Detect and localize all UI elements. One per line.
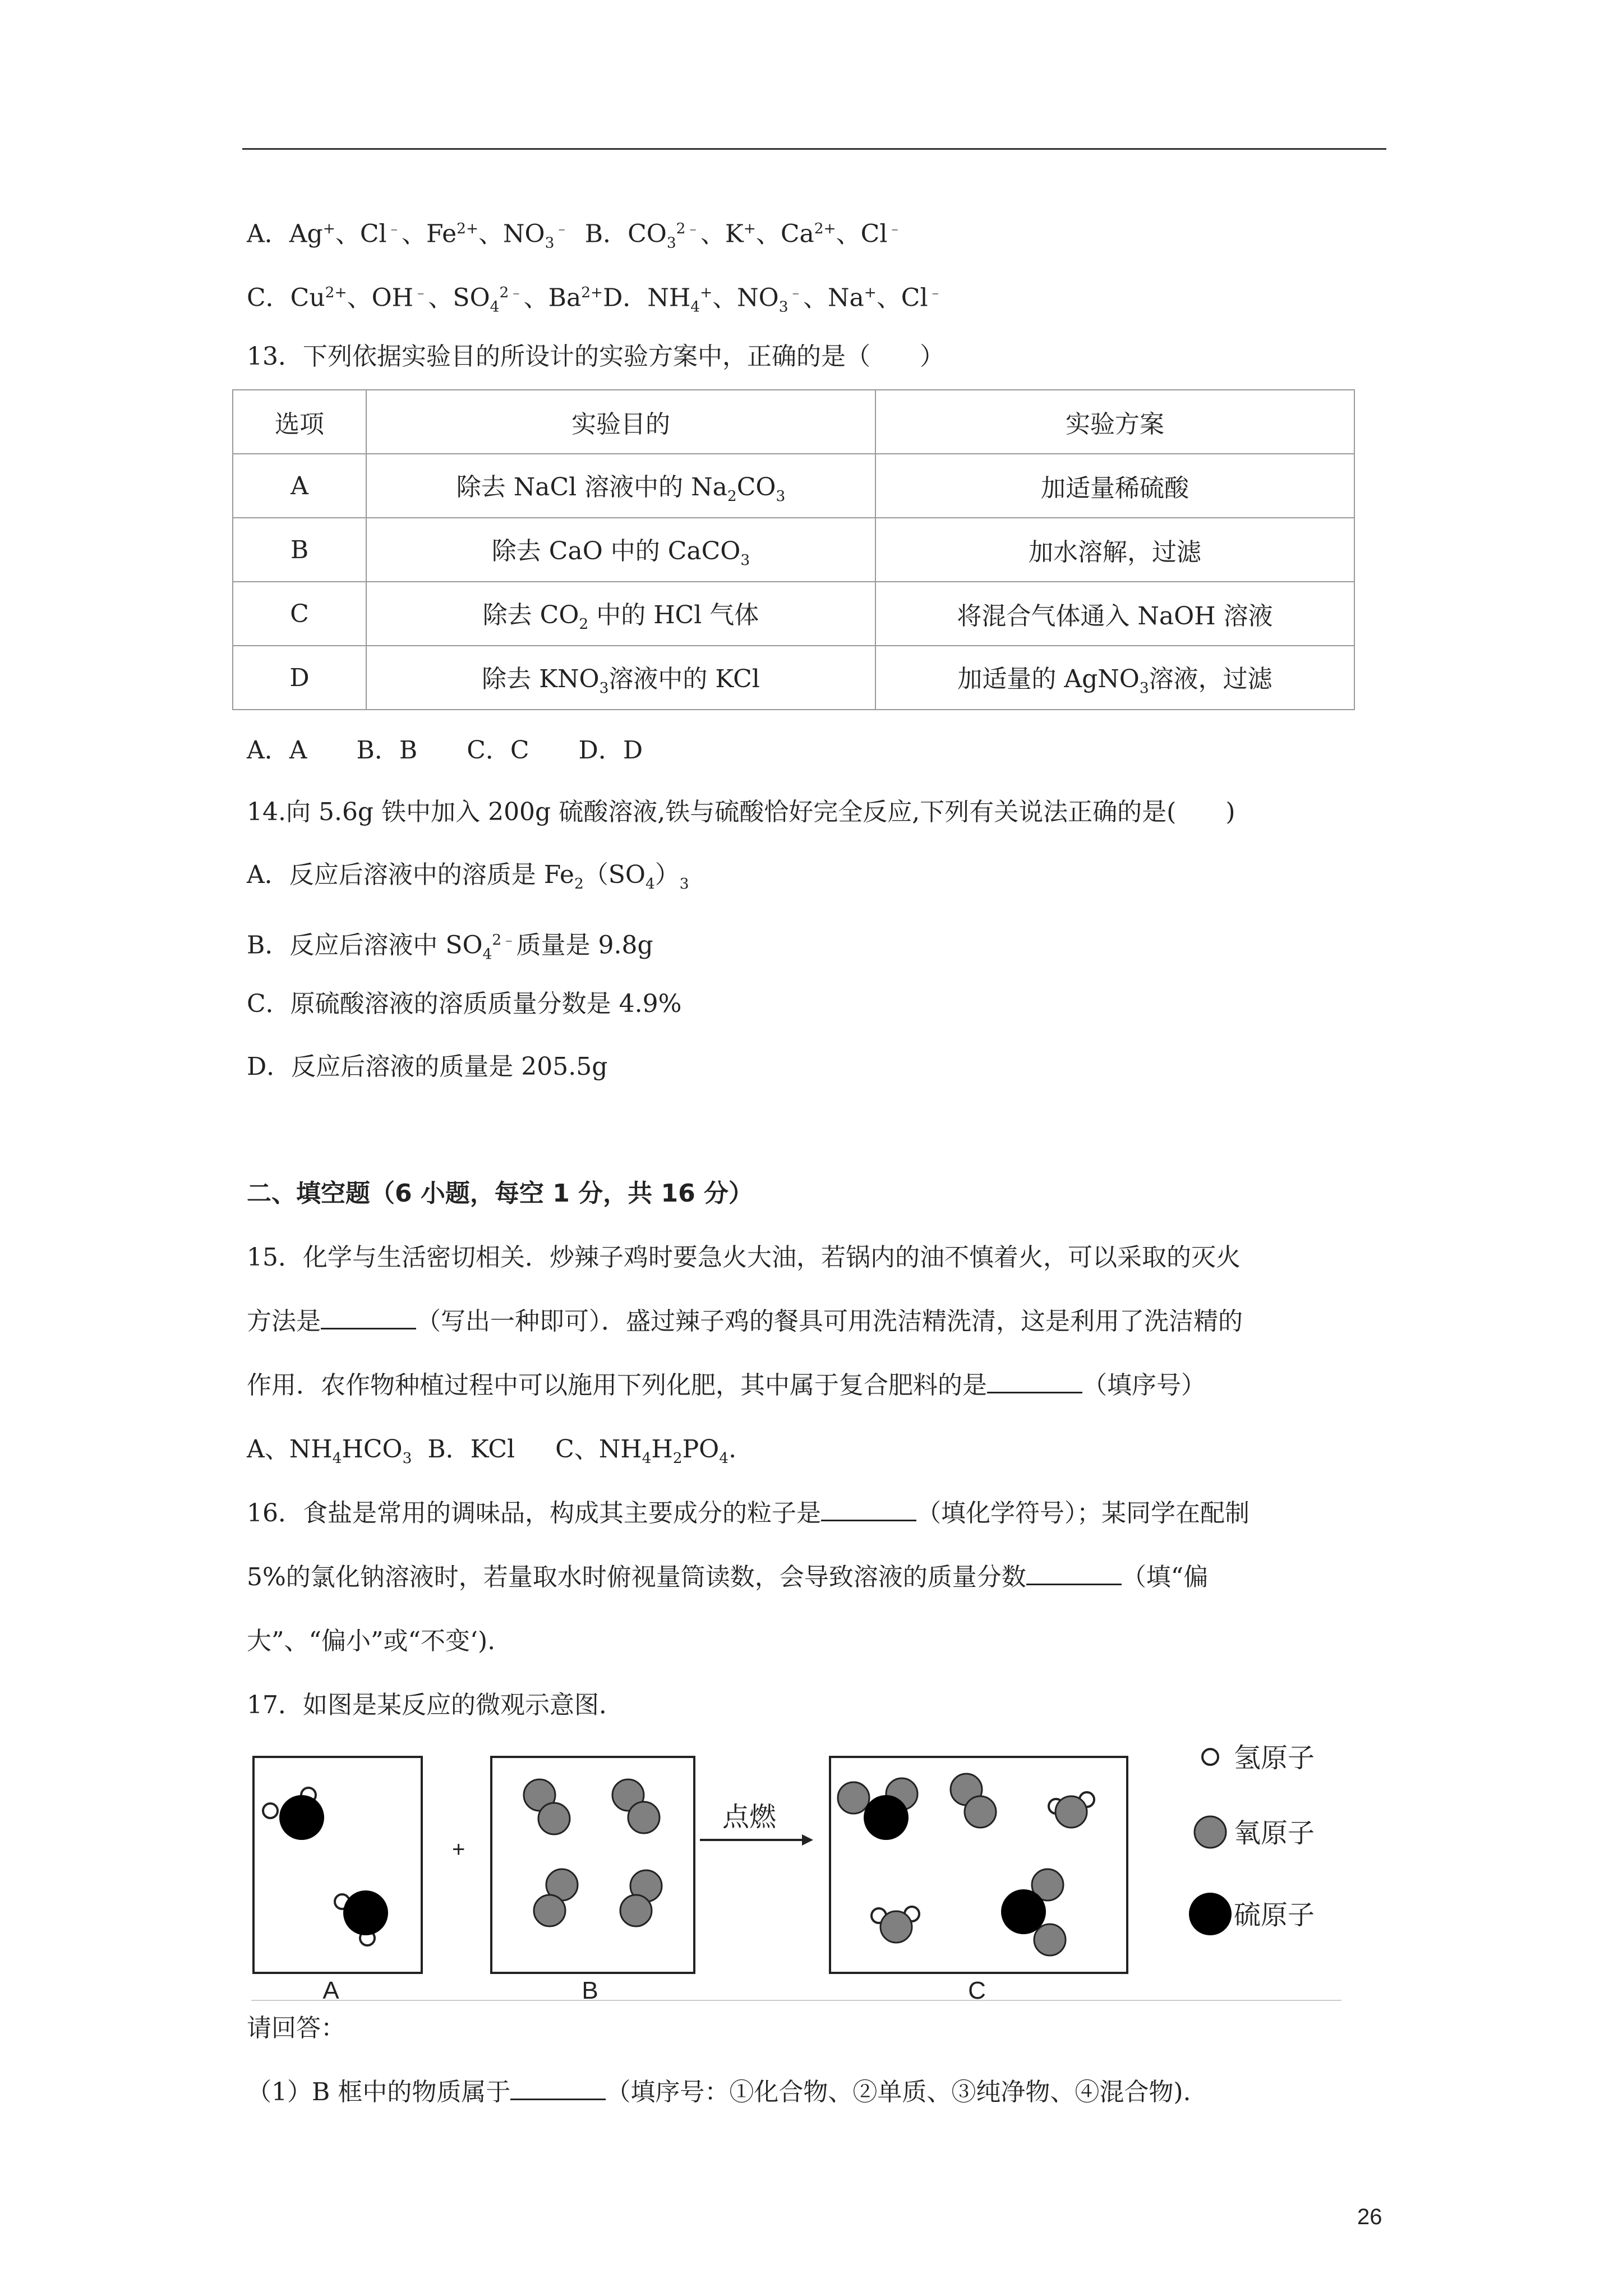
section-title: 二、填空题（6 小题，每空 1 分，共 16 分） bbox=[247, 1179, 754, 1208]
answer-blank[interactable] bbox=[510, 2076, 606, 2100]
sulfur-atom bbox=[1001, 1889, 1046, 1934]
answer-blank[interactable] bbox=[987, 1369, 1082, 1393]
q13-stem: 13．下列依据实验目的所设计的实验方案中，正确的是（ ） bbox=[247, 342, 944, 371]
arrow-head-icon bbox=[802, 1834, 813, 1846]
arrow-label: 点燃 bbox=[722, 1801, 777, 1833]
row-plan: 加适量的 AgNO$_3$溶液，过滤 bbox=[875, 646, 1354, 710]
hydrogen-atom bbox=[263, 1803, 278, 1818]
answer-blank[interactable] bbox=[821, 1497, 916, 1521]
oxygen-atom bbox=[534, 1895, 565, 1926]
q17-stem: 17．如图是某反应的微观示意图． bbox=[247, 1691, 624, 1719]
molecule-h2s bbox=[263, 1788, 324, 1840]
legend-sulfur-icon bbox=[1189, 1893, 1232, 1935]
oxygen-atom bbox=[1055, 1796, 1087, 1828]
row-option: D bbox=[233, 646, 366, 710]
q16-line-3: 大”、“偏小”或“不变‘). bbox=[247, 1627, 496, 1655]
row-option: A bbox=[233, 454, 366, 518]
molecule-so2 bbox=[838, 1778, 917, 1840]
table-row bbox=[233, 518, 1354, 582]
table-row bbox=[233, 582, 1354, 646]
q13-answers: A．A B．B C．C D．D bbox=[247, 736, 643, 765]
legend-hydrogen-label: 氢原子 bbox=[1234, 1742, 1315, 1774]
legend bbox=[1189, 1742, 1315, 1935]
answer-blank[interactable] bbox=[1026, 1561, 1122, 1585]
reaction-diagram bbox=[247, 1733, 1346, 2003]
q12-options-line-2: C．$Cu^{2+}$、OH﹣、$SO_4^{2﹣}$、$Ba^{2+}D$．$NH_4^+$、$NO_3^﹣$、Na+、Cl﹣ bbox=[247, 283, 943, 316]
molecule-h2o bbox=[872, 1907, 919, 1943]
q15-line-3: 作用．农作物种植过程中可以施用下列化肥，其中属于复合肥料的是 （填序号） bbox=[247, 1369, 1206, 1402]
box-b-label: B bbox=[582, 1977, 598, 2003]
molecule-o2 bbox=[951, 1774, 996, 1828]
box-b bbox=[491, 1757, 694, 1973]
row-purpose: 除去 $KNO_3$溶液中的 KCl bbox=[366, 646, 875, 710]
oxygen-atom bbox=[628, 1802, 660, 1833]
header-rule bbox=[242, 148, 1386, 150]
oxygen-atom bbox=[538, 1803, 570, 1834]
row-purpose: 除去 NaCl 溶液中的 $Na_2CO_3$ bbox=[366, 454, 875, 518]
sulfur-atom bbox=[343, 1890, 388, 1935]
box-a bbox=[253, 1757, 422, 1973]
sulfur-atom bbox=[279, 1795, 324, 1840]
header-purpose: 实验目的 bbox=[366, 390, 875, 454]
box-c-label: C bbox=[968, 1977, 986, 2003]
q14-option-a: A．反应后溶液中的溶质是 $Fe_2(SO_4)_3$ bbox=[247, 861, 689, 892]
row-plan: 加适量稀硫酸 bbox=[875, 454, 1354, 518]
row-plan: 将混合气体通入 NaOH 溶液 bbox=[875, 582, 1354, 646]
q14-stem: 14.向 5.6g 铁中加入 200g 硫酸溶液,铁与硫酸恰好完全反应,下列有关说法正确的是( ) bbox=[247, 798, 1235, 826]
molecule-so2 bbox=[1001, 1869, 1066, 1955]
q14-option-b: B．反应后溶液中 $SO_4^{2﹣}$质量是 9.8g bbox=[247, 931, 653, 963]
table-header-row bbox=[233, 390, 1354, 454]
q16-line-1: 16．食盐是常用的调味品，构成其主要成分的粒子是 （填化学符号）；某同学在配制 bbox=[247, 1497, 1249, 1530]
oxygen-atom bbox=[965, 1796, 996, 1828]
row-plan: 加水溶解，过滤 bbox=[875, 518, 1354, 582]
q12-options-line-1: A．Ag+、Cl﹣、$Fe^{2+}$、$NO_3^﹣$ B．$CO_3^{2﹣}$、K+、$Ca^{2+}$、Cl﹣ bbox=[247, 219, 902, 252]
q16-line-2: 5%的氯化钠溶液时，若量取水时俯视量筒读数，会导致溶液的质量分数 （填“偏 bbox=[247, 1561, 1208, 1594]
oxygen-atom bbox=[620, 1895, 652, 1926]
legend-oxygen-label: 氧原子 bbox=[1234, 1818, 1315, 1849]
legend-hydrogen-icon bbox=[1202, 1749, 1218, 1765]
row-option: C bbox=[233, 582, 366, 646]
legend-oxygen-icon bbox=[1195, 1816, 1226, 1848]
legend-sulfur-label: 硫原子 bbox=[1234, 1899, 1315, 1931]
q15-line-2: 方法是 （写出一种即可）．盛过辣子鸡的餐具可用洗洁精洗清，这是利用了洗洁精的 bbox=[247, 1305, 1243, 1338]
q14-option-c: C．原硫酸溶液的溶质质量分数是 4.9% bbox=[247, 990, 682, 1018]
q14-option-d: D．反应后溶液的质量是 205.5g bbox=[247, 1052, 608, 1081]
oxygen-atom bbox=[880, 1911, 912, 1943]
q13-table bbox=[232, 389, 1355, 710]
table-row bbox=[233, 646, 1354, 710]
table-row bbox=[233, 454, 1354, 518]
molecule-h2s bbox=[335, 1890, 388, 1945]
sulfur-atom bbox=[864, 1795, 909, 1840]
q17-sub-1: （1）B 框中的物质属于 （填序号：①化合物、②单质、③纯净物、④混合物). bbox=[247, 2076, 1191, 2109]
q15-line-1: 15．化学与生活密切相关．炒辣子鸡时要急火大油，若锅内的油不慎着火，可以采取的灭火 bbox=[247, 1243, 1241, 1272]
header-option: 选项 bbox=[233, 390, 366, 454]
header-plan: 实验方案 bbox=[875, 390, 1354, 454]
molecule-h2o bbox=[1049, 1792, 1094, 1828]
box-a-label: A bbox=[322, 1977, 339, 2003]
row-option: B bbox=[233, 518, 366, 582]
page-number: 26 bbox=[1357, 2205, 1382, 2229]
answer-blank[interactable] bbox=[321, 1305, 416, 1329]
oxygen-atom bbox=[838, 1782, 869, 1814]
row-purpose: 除去 $CO_2$ 中的 HCl 气体 bbox=[366, 582, 875, 646]
q17-prompt: 请回答： bbox=[247, 2014, 345, 2042]
plus-sign: + bbox=[452, 1837, 465, 1862]
oxygen-atom bbox=[1034, 1924, 1066, 1955]
row-purpose: 除去 CaO 中的 CaCO$_3$ bbox=[366, 518, 875, 582]
q15-line-4: A、$NH_4HCO_3$ B．KCl C、$NH_4H_2PO_4$. bbox=[247, 1435, 737, 1467]
